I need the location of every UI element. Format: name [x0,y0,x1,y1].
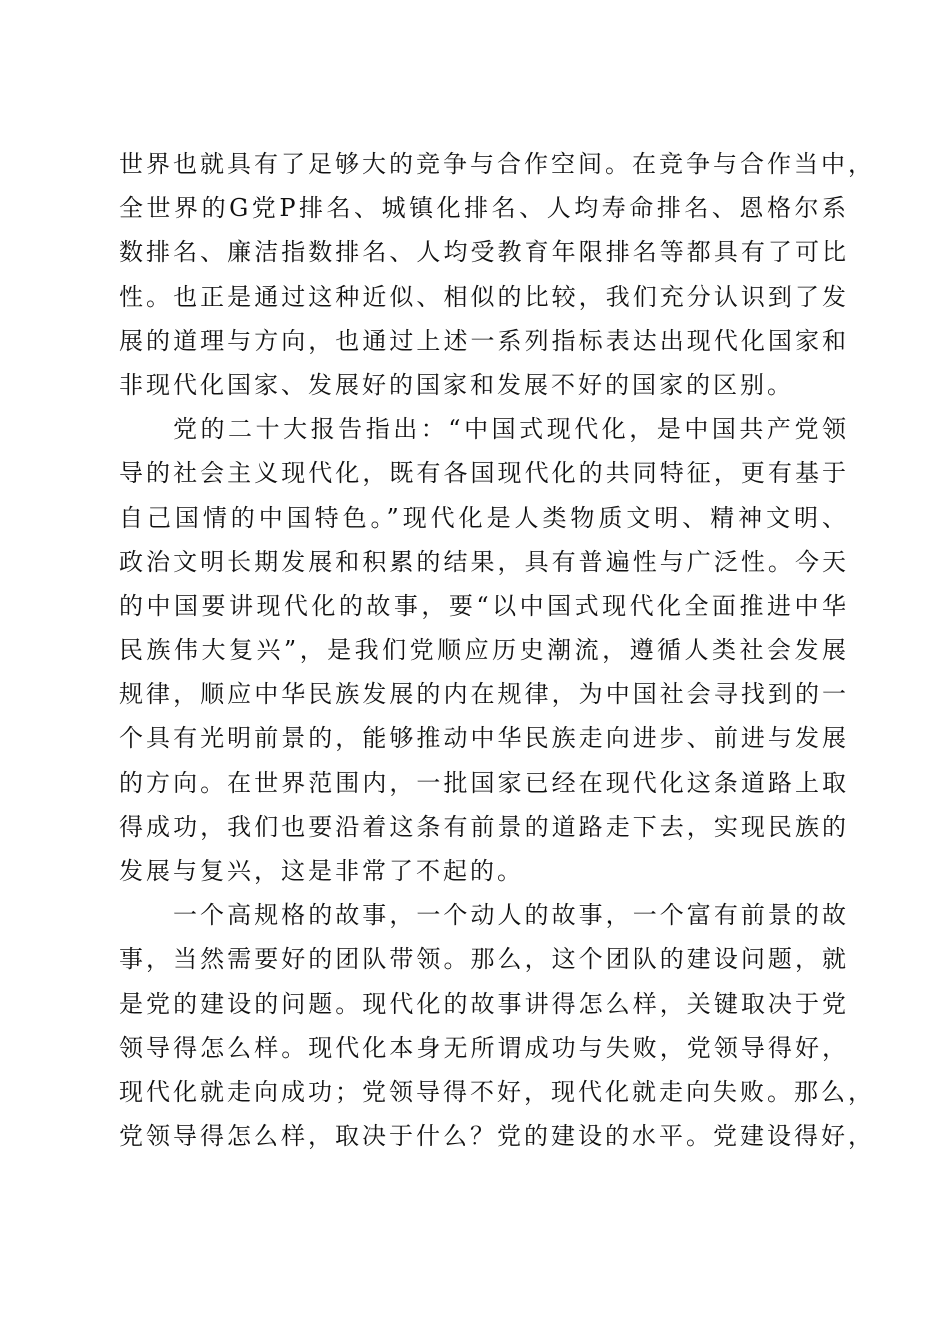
text-line: 事，当然需要好的团队带领。那么，这个团队的建设问题，就 [119,945,849,974]
text-line: 发展与复兴，这是非常了不起的。 [119,857,524,885]
paragraph-first-line: 一个高规格的故事，一个动人的故事，一个富有前景的故 [173,901,849,930]
text-line: 性。也正是通过这种近似、相似的比较，我们充分认识到了发 [119,282,849,311]
text-line: 数排名、廉洁指数排名、人均受教育年限排名等都具有了可比 [119,238,849,267]
paragraph-first-line: 党的二十大报告指出：“中国式现代化，是中国共产党领 [173,415,849,444]
text-line: 是党的建设的问题。现代化的故事讲得怎么样，关键取决于党 [119,989,849,1018]
text-line: 党领导得怎么样，取决于什么？党的建设的水平。党建设得好， [119,1122,875,1151]
text-line: 的方向。在世界范围内，一批国家已经在现代化这条道路上取 [119,768,849,797]
text-line: 现代化就走向成功；党领导得不好，现代化就走向失败。那么， [119,1077,875,1106]
text-line: 的中国要讲现代化的故事，要“以中国式现代化全面推进中华 [119,591,849,620]
text-line: 得成功，我们也要沿着这条有前景的道路走下去，实现民族的 [119,812,849,841]
text-line: 展的道理与方向，也通过上述一系列指标表达出现代化国家和 [119,326,849,355]
body-text [119,142,875,1158]
text-line: 个具有光明前景的，能够推动中华民族走向进步、前进与发展 [119,724,849,753]
text-line: 政治文明长期发展和积累的结果，具有普遍性与广泛性。今天 [119,547,849,576]
text-line: 全世界的G党P排名、城镇化排名、人均寿命排名、恩格尔系 [119,194,849,223]
text-line: 领导得怎么样。现代化本身无所谓成功与失败，党领导得好， [119,1033,849,1062]
text-line: 自己国情的中国特色。”现代化是人类物质文明、精神文明、 [119,503,849,532]
text-line: 世界也就具有了足够大的竞争与合作空间。在竞争与合作当中， [119,150,875,178]
text-line: 非现代化国家、发展好的国家和发展不好的国家的区别。 [119,370,794,399]
text-line: 导的社会主义现代化，既有各国现代化的共同特征，更有基于 [119,459,849,488]
text-line: 民族伟大复兴”，是我们党顺应历史潮流，遵循人类社会发展 [119,636,849,665]
text-line: 规律，顺应中华民族发展的内在规律，为中国社会寻找到的一 [119,680,849,709]
